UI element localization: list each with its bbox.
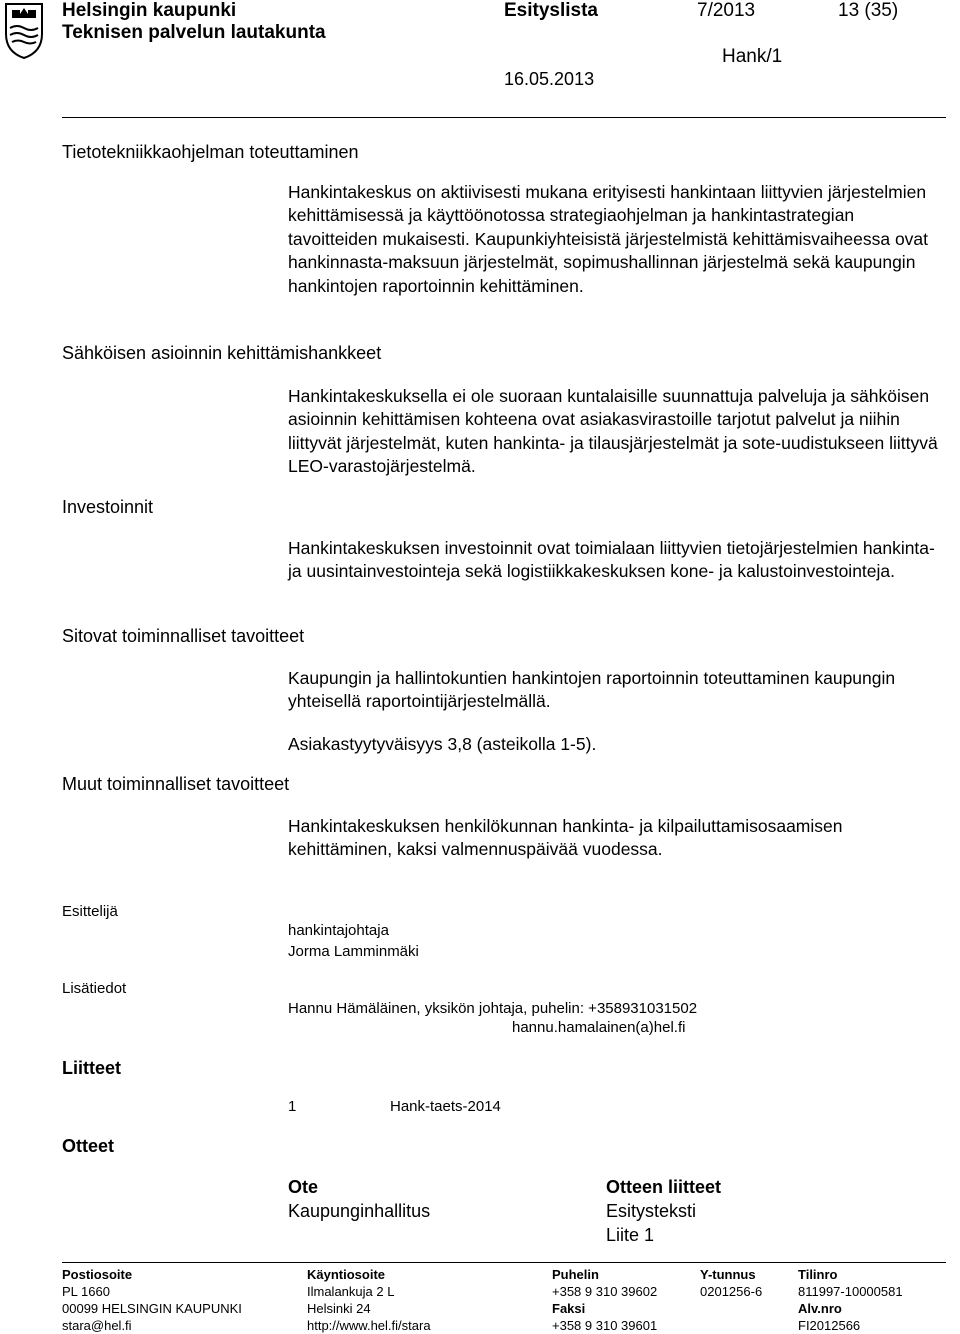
- footer-business-id-value: 0201256-6: [700, 1284, 763, 1299]
- label-presenter: Esittelijä: [62, 903, 118, 920]
- footer-email[interactable]: stara@hel.fi: [62, 1318, 132, 1333]
- footer-phone-label: Puhelin: [552, 1267, 599, 1282]
- doc-number: 7/2013: [697, 0, 756, 21]
- footer-postal-box: PL 1660: [62, 1284, 110, 1299]
- footer-divider: [62, 1262, 946, 1263]
- presenter-name: Jorma Lamminmäki: [288, 943, 419, 960]
- text-binding-goals-1: Kaupungin ja hallintokuntien hankintojen raportoinnin toteuttaminen kaupungin yhteisellä raportointijärjestelmällä.: [288, 668, 896, 712]
- label-info: Lisätiedot: [62, 980, 127, 997]
- org-name: Helsingin kaupunki: [62, 0, 237, 21]
- label-e-services: Sähköisen asioinnin kehittämishankkeet: [62, 343, 382, 363]
- footer-vat-label: Alv.nro: [798, 1301, 842, 1316]
- text-it-program: Hankintakeskus on aktiivisesti mukana erityisesti hankintaan liittyvien järjestelmien kehittämisessä ja käyttöönotossa strategiaohjelman ja hankintastrategian tavoitteiden mukaisesti. Kaupunkiyhteisistä järjestelmistä kehittämisvaiheessa ovat hankinnasta-maksuun järjestelmät, sopimushallinnan järjestelmä sekä kaupungin hankintojen raportoinnin kehittäminen.: [288, 182, 929, 296]
- section-code: Hank/1: [722, 46, 783, 67]
- extract-recipient: Kaupunginhallitus: [288, 1201, 431, 1221]
- label-attachments: Liitteet: [62, 1058, 122, 1078]
- board-name: Teknisen palvelun lautakunta: [62, 22, 326, 43]
- footer-website[interactable]: http://www.hel.fi/stara: [307, 1318, 431, 1333]
- text-other-goals: Hankintakeskuksen henkilökunnan hankinta- ja kilpailuttamisosaamisen kehittäminen, kaksi valmennuspäivää vuodessa.: [288, 816, 843, 860]
- doc-type: Esityslista: [504, 0, 598, 21]
- extract-recipient-header: Ote: [288, 1177, 319, 1197]
- footer-business-id: [700, 1266, 762, 1300]
- meeting-date: 16.05.2013: [504, 69, 595, 89]
- attachment-link[interactable]: Hank-taets-2014: [390, 1098, 501, 1115]
- footer-account: [798, 1266, 903, 1334]
- footer-visit: [307, 1266, 431, 1334]
- extract-attachment-1: Esitysteksti: [606, 1201, 697, 1221]
- text-e-services: Hankintakeskuksella ei ole suoraan kuntalaisille suunnattuja palveluja ja sähköisen asioinnin kehittämisen kohteena ovat asiakasvirastoille tarjotut palvelut ja niihin liittyvät järjestelmät, kuten hankinta- ja tilausjärjestelmät ja sote-uudistukseen liittyvä LEO-varastojärjestelmä.: [288, 386, 938, 477]
- footer-phone-number: +358 9 310 39602: [552, 1284, 658, 1299]
- footer-business-id-label: Y-tunnus: [700, 1267, 756, 1282]
- helsinki-crest-logo: [2, 0, 46, 60]
- footer-fax-label: Faksi: [552, 1301, 586, 1316]
- header-divider: [62, 117, 946, 118]
- extract-attachments-header: Otteen liitteet: [606, 1177, 722, 1197]
- footer-vat-value: FI2012566: [798, 1318, 861, 1333]
- footer-visit-label: Käyntiosoite: [307, 1267, 386, 1282]
- footer-account-label: Tilinro: [798, 1267, 838, 1282]
- footer-visit-street: Ilmalankuja 2 L: [307, 1284, 395, 1299]
- footer-visit-city: Helsinki 24: [307, 1301, 371, 1316]
- info-email: hannu.hamalainen(a)hel.fi: [512, 1019, 686, 1036]
- text-binding-goals-2: Asiakastyytyväisyys 3,8 (asteikolla 1-5).: [288, 734, 597, 754]
- label-it-program: Tietotekniikkaohjelman toteuttaminen: [62, 142, 359, 162]
- footer-postal-city: 00099 HELSINGIN KAUPUNKI: [62, 1301, 242, 1316]
- footer-phone: [552, 1266, 657, 1334]
- footer-postal-label: Postiosoite: [62, 1267, 133, 1282]
- text-investments: Hankintakeskuksen investoinnit ovat toimialaan liittyvien tietojärjestelmien hankinta- ja uusintainvestointeja sekä logistiikkakeskuksen kone- ja kalustoinvestointeja.: [288, 538, 935, 582]
- label-binding-goals: Sitovat toiminnalliset tavoitteet: [62, 626, 305, 646]
- label-investments: Investoinnit: [62, 497, 154, 517]
- presenter-title: hankintajohtaja: [288, 922, 389, 939]
- extract-attachment-2: Liite 1: [606, 1225, 655, 1245]
- label-extracts: Otteet: [62, 1136, 115, 1156]
- page-number: 13 (35): [838, 0, 899, 21]
- attachment-number: 1: [288, 1098, 297, 1115]
- footer-account-value: 811997-10000581: [798, 1284, 903, 1299]
- footer-postal: [62, 1266, 242, 1334]
- info-contact: Hannu Hämäläinen, yksikön johtaja, puhelin: +358931031502: [288, 1000, 698, 1017]
- label-other-goals: Muut toiminnalliset tavoitteet: [62, 774, 290, 794]
- footer-fax-number: +358 9 310 39601: [552, 1318, 658, 1333]
